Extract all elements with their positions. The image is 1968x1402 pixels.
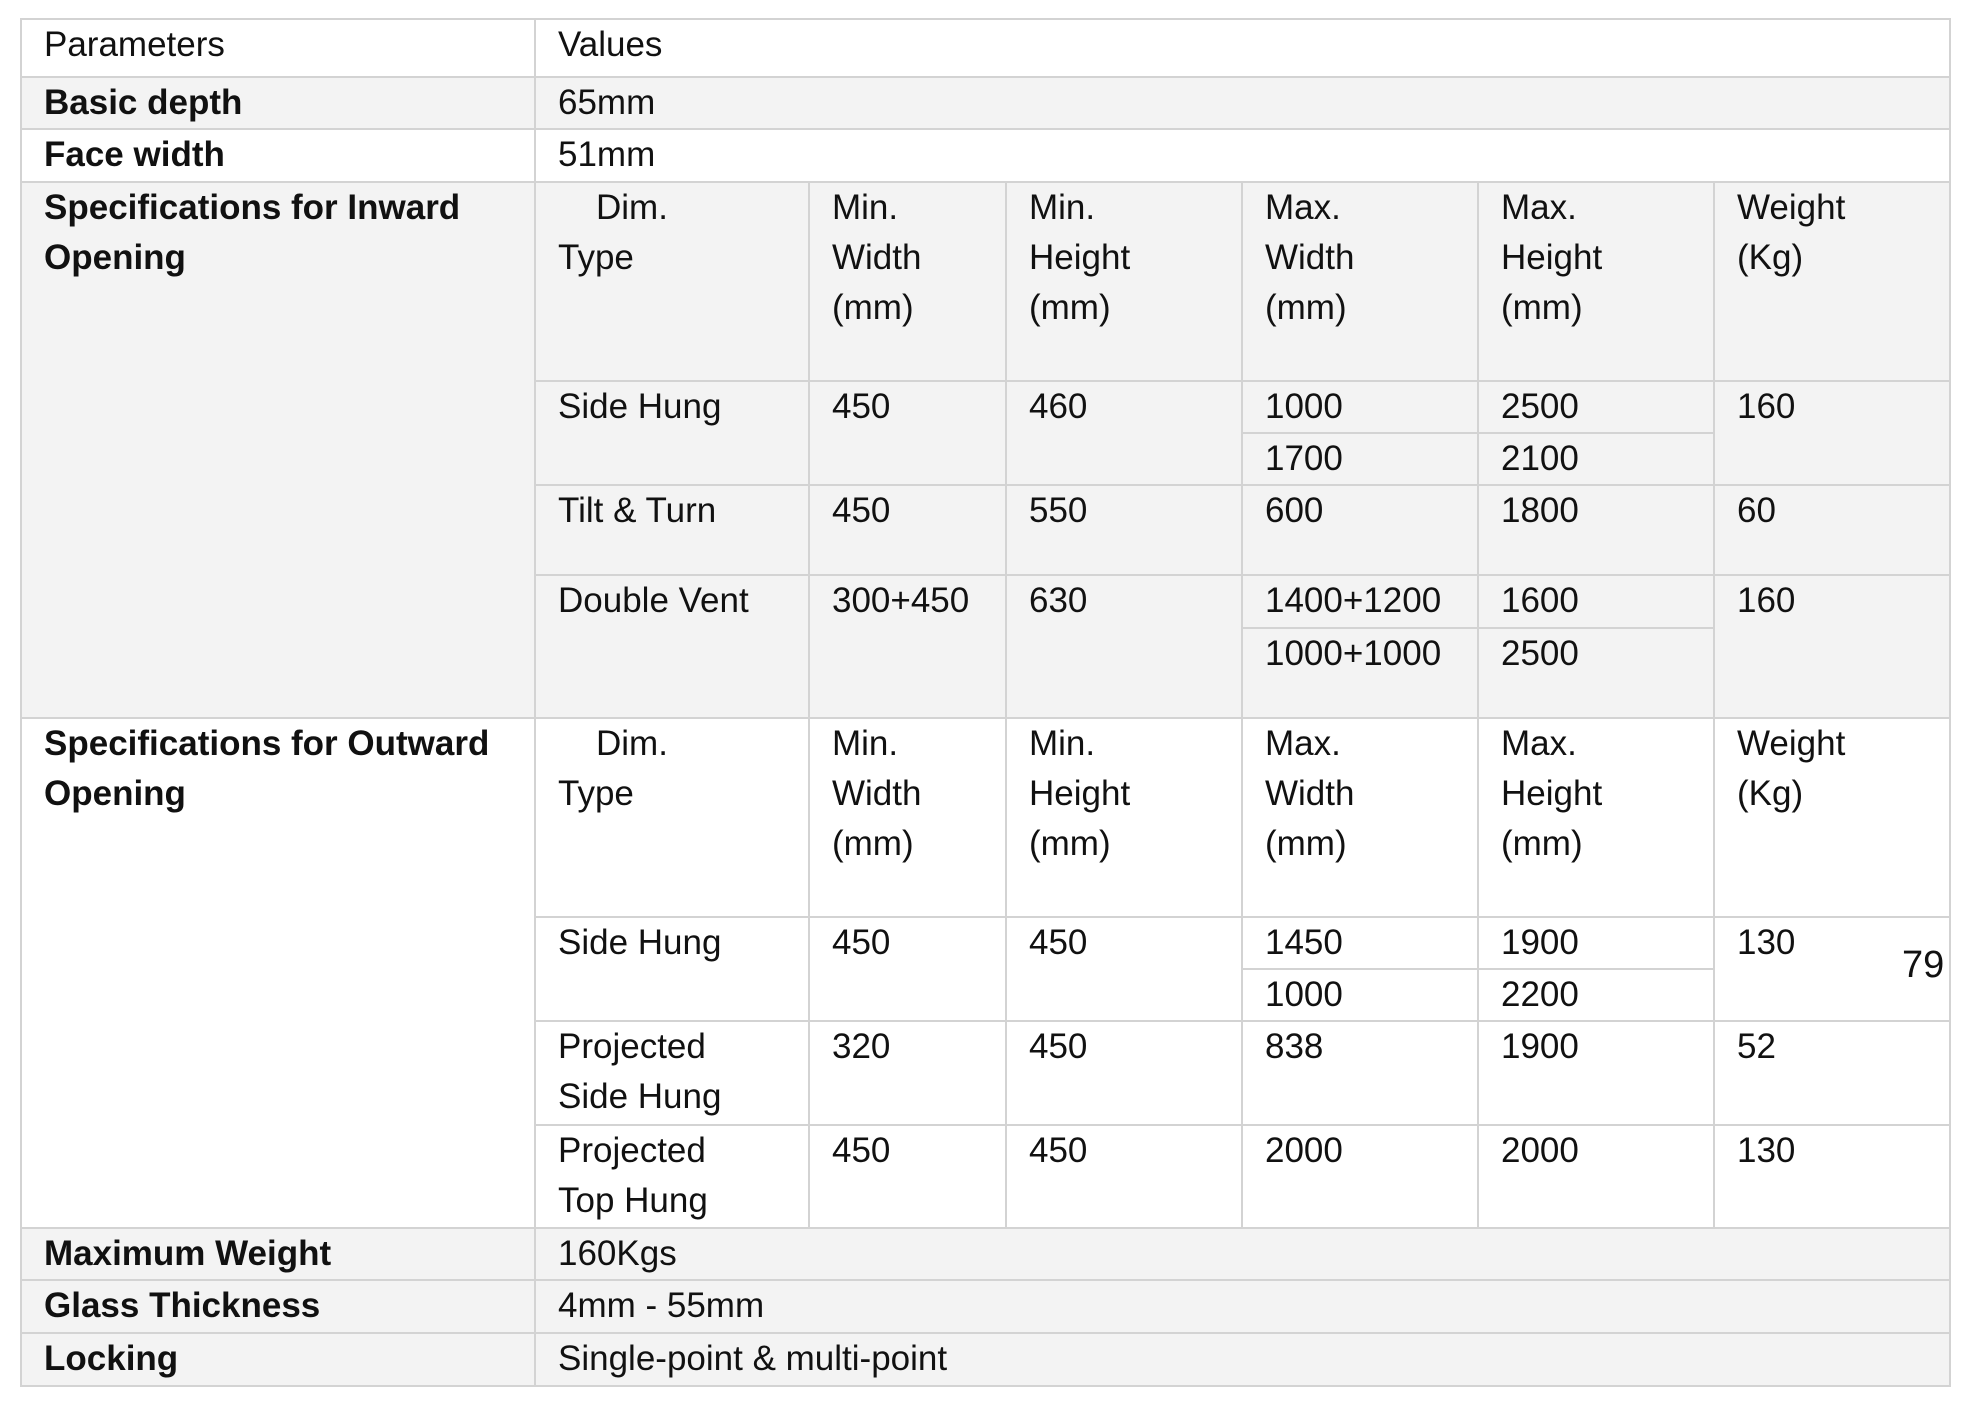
values-header: Values bbox=[535, 19, 1950, 77]
maximum-weight-row bbox=[21, 1228, 1950, 1280]
inward-double-vent-max-width-alt: 1000+1000 bbox=[1242, 628, 1478, 718]
inward-double-vent-weight: 160 bbox=[1714, 575, 1950, 718]
inward-header-row bbox=[21, 182, 1950, 381]
inward-side-hung-weight: 160 bbox=[1714, 381, 1950, 485]
inward-double-vent-max-height: 1600 bbox=[1478, 575, 1714, 627]
outward-side-hung-max-height-alt: 2200 bbox=[1478, 969, 1714, 1021]
outward-projected-side-hung-weight: 52 bbox=[1714, 1021, 1950, 1124]
outward-projected-side-hung-type: Projected Side Hung bbox=[535, 1021, 809, 1124]
outward-weight-header: Weight (Kg) bbox=[1714, 718, 1950, 917]
dim-label: Dim. bbox=[596, 723, 668, 763]
maximum-weight-value: 160Kgs bbox=[535, 1228, 1950, 1280]
inward-side-hung-max-width: 1000 bbox=[1242, 381, 1478, 433]
face-width-label: Face width bbox=[21, 129, 535, 181]
inward-tilt-turn-min-height: 550 bbox=[1006, 485, 1242, 575]
basic-depth-label: Basic depth bbox=[21, 77, 535, 129]
locking-row bbox=[21, 1333, 1950, 1386]
inward-weight-header: Weight (Kg) bbox=[1714, 182, 1950, 381]
inward-tilt-turn-min-width: 450 bbox=[809, 485, 1006, 575]
inward-tilt-turn-type: Tilt & Turn bbox=[535, 485, 809, 575]
outward-projected-side-hung-min-width: 320 bbox=[809, 1021, 1006, 1124]
parameters-header: Parameters bbox=[21, 19, 535, 77]
face-width-value: 51mm bbox=[535, 129, 1950, 181]
inward-tilt-turn-max-height: 1800 bbox=[1478, 485, 1714, 575]
glass-thickness-label: Glass Thickness bbox=[21, 1280, 535, 1332]
outward-max-height-header: Max. Height (mm) bbox=[1478, 718, 1714, 917]
type-label: Type bbox=[558, 237, 634, 277]
outward-projected-top-hung-max-width: 2000 bbox=[1242, 1125, 1478, 1228]
outward-projected-top-hung-max-height: 2000 bbox=[1478, 1125, 1714, 1228]
inward-opening-label: Specifications for Inward Opening bbox=[21, 182, 535, 718]
inward-double-vent-min-height: 630 bbox=[1006, 575, 1242, 718]
face-width-row bbox=[21, 129, 1950, 181]
inward-double-vent-max-width: 1400+1200 bbox=[1242, 575, 1478, 627]
outward-side-hung-max-height: 1900 bbox=[1478, 917, 1714, 969]
inward-dim-type-header bbox=[535, 182, 809, 381]
inward-tilt-turn-weight: 60 bbox=[1714, 485, 1950, 575]
outward-min-height-header: Min. Height (mm) bbox=[1006, 718, 1242, 917]
inward-side-hung-type: Side Hung bbox=[535, 381, 809, 485]
locking-value: Single-point & multi-point bbox=[535, 1333, 1950, 1386]
outward-header-row bbox=[21, 718, 1950, 917]
outward-projected-top-hung-min-width: 450 bbox=[809, 1125, 1006, 1228]
outward-side-hung-type: Side Hung bbox=[535, 917, 809, 1021]
outward-side-hung-max-width: 1450 bbox=[1242, 917, 1478, 969]
page-number: 79 bbox=[1902, 944, 1945, 986]
type-label: Type bbox=[558, 773, 634, 813]
outward-opening-label: Specifications for Outward Opening bbox=[21, 718, 535, 1228]
outward-projected-top-hung-type: Projected Top Hung bbox=[535, 1125, 809, 1228]
inward-max-width-header: Max. Width (mm) bbox=[1242, 182, 1478, 381]
inward-tilt-turn-max-width: 600 bbox=[1242, 485, 1478, 575]
outward-projected-side-hung-max-width: 838 bbox=[1242, 1021, 1478, 1124]
basic-depth-value: 65mm bbox=[535, 77, 1950, 129]
outward-dim-type-header bbox=[535, 718, 809, 917]
inward-side-hung-max-height: 2500 bbox=[1478, 381, 1714, 433]
inward-double-vent-type: Double Vent bbox=[535, 575, 809, 718]
basic-depth-row bbox=[21, 77, 1950, 129]
inward-side-hung-min-height: 460 bbox=[1006, 381, 1242, 485]
inward-double-vent-max-height-alt: 2500 bbox=[1478, 628, 1714, 718]
inward-max-height-header: Max. Height (mm) bbox=[1478, 182, 1714, 381]
outward-side-hung-min-height: 450 bbox=[1006, 917, 1242, 1021]
outward-side-hung-max-width-alt: 1000 bbox=[1242, 969, 1478, 1021]
outward-side-hung-weight: 130 bbox=[1714, 917, 1950, 1021]
inward-side-hung-max-height-alt: 2100 bbox=[1478, 433, 1714, 485]
glass-thickness-row bbox=[21, 1280, 1950, 1332]
inward-min-width-header: Min. Width (mm) bbox=[809, 182, 1006, 381]
inward-double-vent-min-width: 300+450 bbox=[809, 575, 1006, 718]
inward-min-height-header: Min. Height (mm) bbox=[1006, 182, 1242, 381]
maximum-weight-label: Maximum Weight bbox=[21, 1228, 535, 1280]
outward-projected-top-hung-weight: 130 bbox=[1714, 1125, 1950, 1228]
outward-min-width-header: Min. Width (mm) bbox=[809, 718, 1006, 917]
outward-side-hung-min-width: 450 bbox=[809, 917, 1006, 1021]
header-row bbox=[21, 19, 1950, 77]
outward-max-width-header: Max. Width (mm) bbox=[1242, 718, 1478, 917]
outward-projected-side-hung-max-height: 1900 bbox=[1478, 1021, 1714, 1124]
outward-projected-top-hung-min-height: 450 bbox=[1006, 1125, 1242, 1228]
inward-side-hung-min-width: 450 bbox=[809, 381, 1006, 485]
inward-side-hung-max-width-alt: 1700 bbox=[1242, 433, 1478, 485]
dim-label: Dim. bbox=[596, 187, 668, 227]
locking-label: Locking bbox=[21, 1333, 535, 1386]
outward-projected-side-hung-min-height: 450 bbox=[1006, 1021, 1242, 1124]
specifications-table bbox=[20, 18, 1951, 1387]
glass-thickness-value: 4mm - 55mm bbox=[535, 1280, 1950, 1332]
